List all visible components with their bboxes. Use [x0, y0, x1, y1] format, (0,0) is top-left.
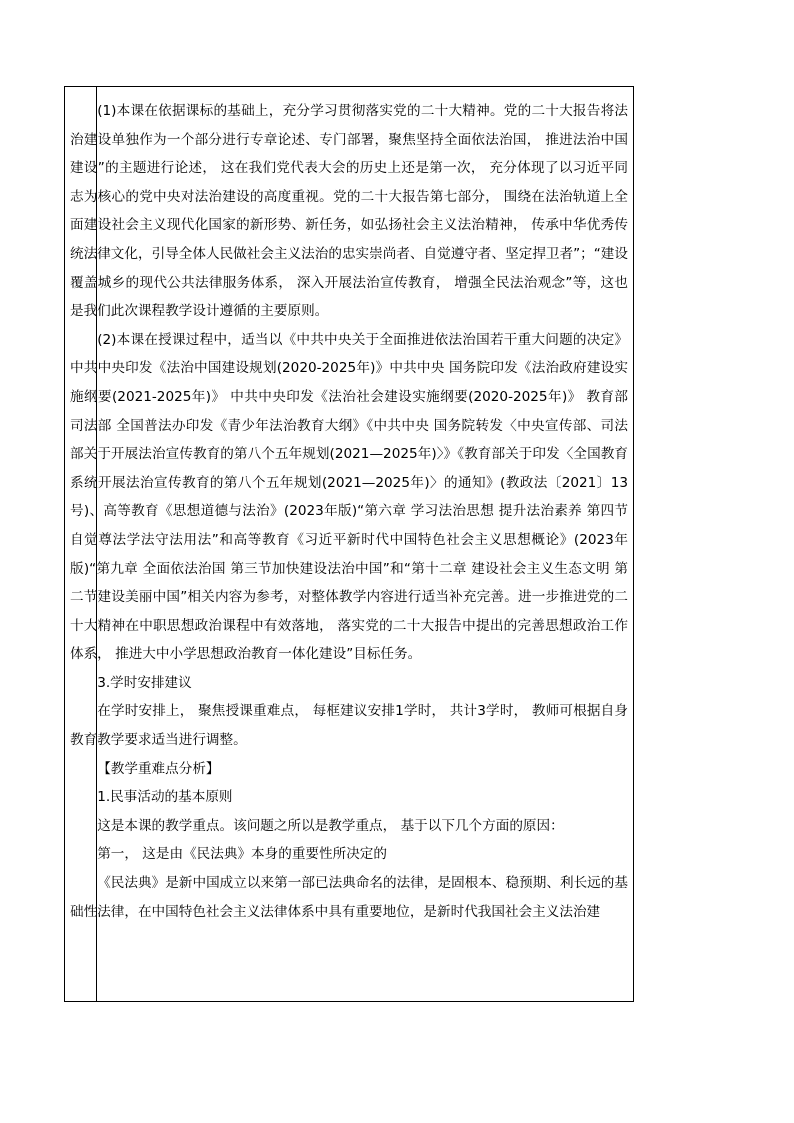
heading-civil-principles: 1.民事活动的基本原则: [97, 789, 233, 806]
paragraph-references: (2)本课在授课过程中，适当以《中共中央关于全面推进依法治国若干重大问题的决定》中共中央印发《法治中国建设规划(2020-2025年)》中共中央 国务院印发《法治政府建设实施纲要(2021-2025年)》 中共中央印发《法治社会建设实施纲要(2020-2025年)》 教育部 司法部 全国普法办印发《青少年法治教育大纲》《中共中央 国务院转发〈中央宣传部、司法部关于开展法治宣传教育的第八个五年规划(2021—2025年)〉》《教育部关于印发〈全国教育系统开展法治宣传教育的第八个五年规划(2021—2025年)〉的通知》(教政法〔2021〕13号)、高等教育《思想道德与法治》(2023年版)“第六章 学习法治思想 提升法治素养 第四节 自觉尊法学法守法用法”和高等教育《习近平新时代中国特色社会主义思想概论》(2023年版)“第九章 全面依法治国 第三节加快建设法治中国”和“第十二章 建设社会主义生态文明 第二节建设美丽中国”相关内容为参考，对整体教学内容进行适当补充完善。进一步推进党的二十大精神在中职思想政治课程中有效落地， 落实党的二十大报告中提出的完善思想政治工作体系， 推进大中小学思想政治教育一体化建设”目标任务。: [70, 331, 628, 663]
paragraph-civil-code: 《民法典》是新中国成立以来第一部已法典命名的法律，是固根本、稳预期、利长远的基础性法律，在中国特色社会主义法律体系中具有重要地位，是新时代我国社会主义法治建: [70, 875, 628, 920]
heading-class-hours: 3.学时安排建议: [97, 674, 192, 691]
paragraph-first-reason: 第一， 这是由《民法典》本身的重要性所决定的: [97, 846, 387, 863]
document-body: [70, 97, 628, 926]
heading-key-difficulties: 【教学重难点分析】: [97, 760, 220, 777]
paragraph-principles: (1)本课在依据课标的基础上，充分学习贯彻落实党的二十大精神。党的二十大报告将法治建设单独作为一个部分进行专章论述、专门部署，聚焦坚持全面依法治国， 推进法治中国建设”的主题进行论述， 这在我们党代表大会的历史上还是第一次， 充分体现了以习近平同志为核心的党中央对法治建设的高度重视。党的二十大报告第七部分， 围绕在法治轨道上全面建设社会主义现代化国家的新形势、新任务，如弘扬社会主义法治精神， 传承中华优秀传统法律文化，引导全体人民做社会主义法治的忠实崇尚者、自觉遵守者、坚定捍卫者”；“建设覆盖城乡的现代公共法律服务体系， 深入开展法治宣传教育， 增强全民法治观念”等，这也是我们此次课程教学设计遵循的主要原则。: [70, 103, 628, 320]
paragraph-key-point: 这是本课的教学重点。该问题之所以是教学重点， 基于以下几个方面的原因：: [97, 817, 564, 834]
paragraph-class-hours: 在学时安排上， 聚焦授课重难点， 每框建议安排1学时， 共计3学时， 教师可根据自身教育教学要求适当进行调整。: [70, 703, 628, 749]
